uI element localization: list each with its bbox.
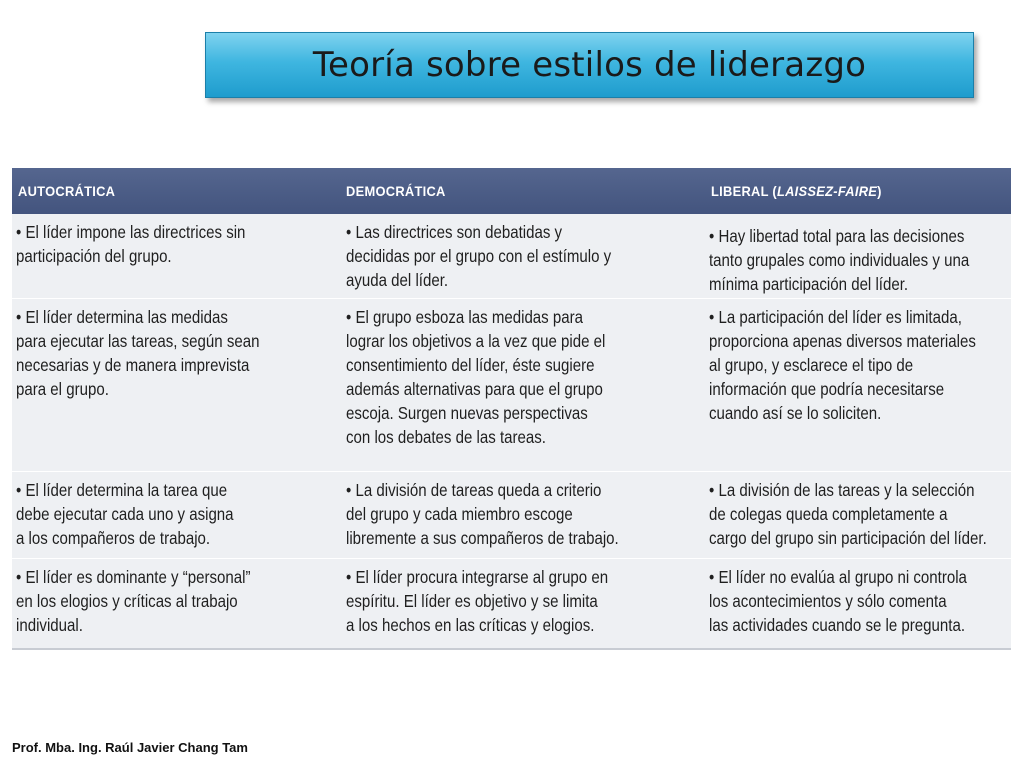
cell-liberal: • La división de las tareas y la selección de colegas queda completamente a cargo del grupo sin participación del líder.: [709, 480, 987, 548]
header-autocratica: AUTOCRÁTICA: [18, 183, 116, 199]
cell-democratica: • El grupo esboza las medidas para lograr los objetivos a la vez que pide el consentimiento del líder, éste sugiere además alternativas para que el grupo escoja. Surgen nuevas perspectivas con los debates de las tareas.: [346, 307, 606, 447]
header-liberal-italic: LAISSEZ-FAIRE: [776, 183, 878, 199]
cell-liberal: • El líder no evalúa al grupo ni controla los acontecimientos y sólo comenta las actividades cuando se le pregunta.: [709, 567, 967, 635]
cell-autocratica: • El líder impone las directrices sin participación del grupo.: [16, 222, 246, 266]
header-liberal: [711, 183, 882, 199]
leadership-styles-table: [12, 168, 1011, 650]
table-row: [12, 214, 1011, 299]
cell-liberal: • La participación del líder es limitada, proporciona apenas diversos materiales al grupo, y esclarece el tipo de información que podría necesitarse cuando así se lo soliciten.: [709, 307, 976, 423]
header-liberal-close: ): [877, 183, 882, 199]
cell-autocratica: • El líder es dominante y “personal” en los elogios y críticas al trabajo individual.: [16, 567, 251, 635]
header-democratica: DEMOCRÁTICA: [346, 183, 446, 199]
cell-liberal: • Hay libertad total para las decisiones tanto grupales como individuales y una mínima participación del líder.: [709, 226, 970, 294]
table-row: [12, 299, 1011, 472]
header-liberal-main: LIBERAL (: [711, 183, 777, 199]
table-row: [12, 559, 1011, 649]
cell-autocratica: • El líder determina la tarea que debe ejecutar cada uno y asigna a los compañeros de trabajo.: [16, 480, 234, 548]
table-row: [12, 472, 1011, 559]
table-header: [12, 168, 1011, 214]
title-banner: [205, 32, 974, 98]
author-footer: Prof. Mba. Ing. Raúl Javier Chang Tam: [12, 740, 248, 755]
cell-democratica: • El líder procura integrarse al grupo en espíritu. El líder es objetivo y se limita a los hechos en las críticas y elogios.: [346, 567, 609, 635]
cell-democratica: • La división de tareas queda a criterio del grupo y cada miembro escoge libremente a sus compañeros de trabajo.: [346, 480, 619, 548]
page-title: Teoría sobre estilos de liderazgo: [312, 45, 867, 85]
cell-democratica: • Las directrices son debatidas y decididas por el grupo con el estímulo y ayuda del líder.: [346, 222, 612, 290]
cell-autocratica: • El líder determina las medidas para ejecutar las tareas, según sean necesarias y de manera imprevista para el grupo.: [16, 307, 260, 399]
